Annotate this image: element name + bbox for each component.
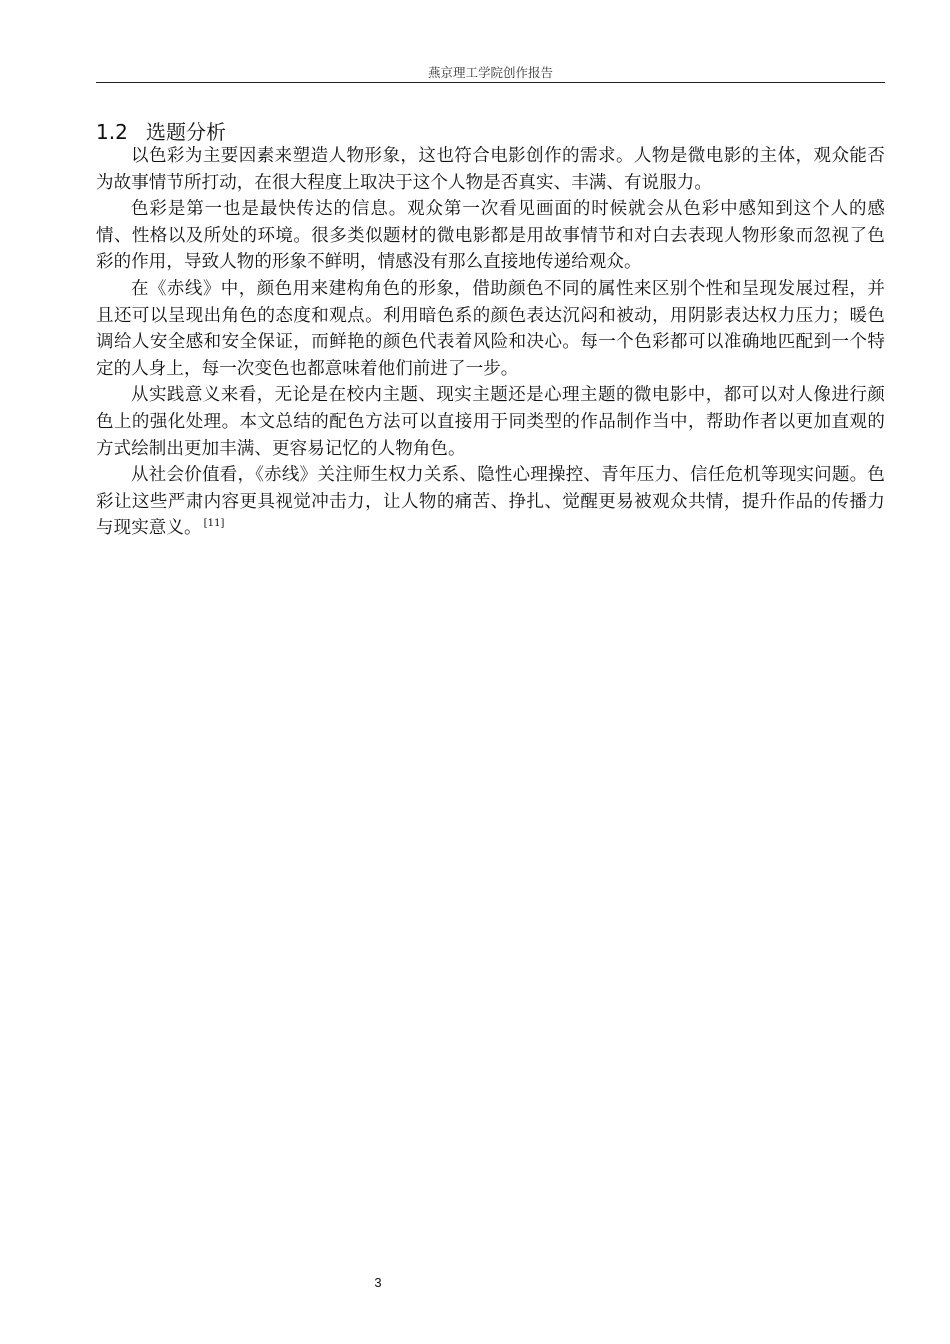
paragraph-text: 色彩是第一也是最快传达的信息。观众第一次看见画面的时候就会从色彩中感知到这个人的感情、性格以及所处的环境。很多类似题材的微电影都是用故事情节和对白去表现人物形象而忽视了色彩的作用，导致人物的形象不鲜明，情感没有那么直接地传递给观众。	[96, 199, 885, 273]
paragraph-3	[96, 276, 885, 382]
section-title: 选题分析	[146, 119, 226, 144]
header-title: 燕京理工学院创作报告	[427, 65, 553, 80]
paragraph-4	[96, 382, 885, 462]
paragraph-5	[96, 462, 885, 542]
paragraph-text: 从社会价值看，《赤线》关注师生权力关系、隐性心理操控、青年压力、信任危机等现实问题。色彩让这些严肃内容更具视觉冲击力，让人物的痛苦、挣扎、觉醒更易被观众共情，提升作品的传播力与现实意义。	[96, 465, 885, 539]
paragraph-text: 以色彩为主要因素来塑造人物形象，这也符合电影创作的需求。人物是微电影的主体，观众能否为故事情节所打动，在很大程度上取决于这个人物是否真实、丰满、有说服力。	[96, 146, 885, 193]
paragraph-1	[96, 143, 885, 196]
paragraph-2	[96, 196, 885, 276]
citation-marker[interactable]: [11]	[203, 518, 225, 530]
section-number: 1.2	[96, 119, 128, 144]
section-heading	[96, 118, 226, 146]
body-text	[96, 143, 885, 542]
page-header	[96, 64, 885, 83]
paragraph-text: 在《赤线》中，颜色用来建构角色的形象，借助颜色不同的属性来区别个性和呈现发展过程，并且还可以呈现出角色的态度和观点。利用暗色系的颜色表达沉闷和被动，用阴影表达权力压力；暖色调给人安全感和安全保证，而鲜艳的颜色代表着风险和决心。每一个色彩都可以准确地匹配到一个特定的人身上，每一次变色也都意味着他们前进了一步。	[96, 278, 885, 379]
paragraph-text: 从实践意义来看，无论是在校内主题、现实主题还是心理主题的微电影中，都可以对人像进行颜色上的强化处理。本文总结的配色方法可以直接用于同类型的作品制作当中，帮助作者以更加直观的方式绘制出更加丰满、更容易记忆的人物角色。	[96, 385, 885, 459]
page-number: 3	[374, 1275, 382, 1290]
